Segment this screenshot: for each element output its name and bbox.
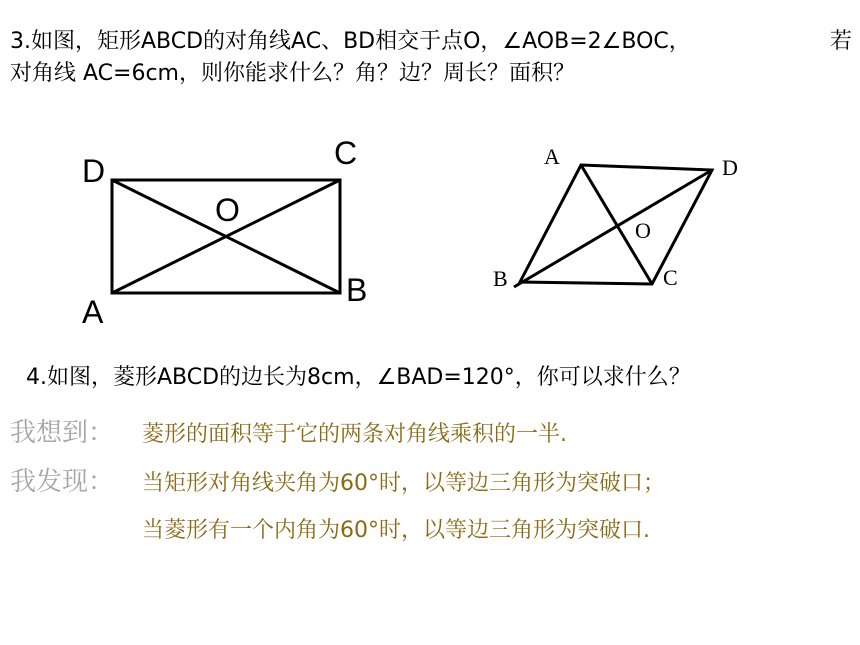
rect-label-a: A <box>82 294 104 330</box>
think-row <box>10 416 567 452</box>
rect-label-d: D <box>82 153 106 189</box>
question-3-line2: 对角线 AC=6cm，则你能求什么？角？边？周长？面积？ <box>10 61 575 86</box>
question-3-line1-end: 若 <box>829 29 852 54</box>
rhombus-label-o: O <box>635 218 651 243</box>
find-row <box>10 465 665 501</box>
rect-label-b: B <box>346 272 368 308</box>
find-label: 我发现： <box>10 467 115 497</box>
find-text-2: 当菱形有一个内角为60°时，以等边三角形为突破口. <box>142 518 650 543</box>
rhombus-label-b: B <box>493 266 508 291</box>
rhombus-label-c: C <box>663 265 678 290</box>
think-label: 我想到： <box>10 418 115 448</box>
question-3-line1: 3.如图，矩形ABCD的对角线AC、BD相交于点O，∠AOB=2∠BOC， <box>10 29 691 54</box>
rect-label-o: O <box>215 192 240 228</box>
rect-label-c: C <box>334 135 358 171</box>
question-4: 4.如图，菱形ABCD的边长为8cm，∠BAD=120°，你可以求什么？ <box>26 365 691 390</box>
find-text-1: 当矩形对角线夹角为60°时，以等边三角形为突破口； <box>142 471 665 496</box>
rhombus-label-a: A <box>544 144 560 169</box>
think-text: 菱形的面积等于它的两条对角线乘积的一半. <box>142 422 567 447</box>
rhombus-label-d: D <box>722 155 738 180</box>
rhombus-figure <box>514 165 712 287</box>
